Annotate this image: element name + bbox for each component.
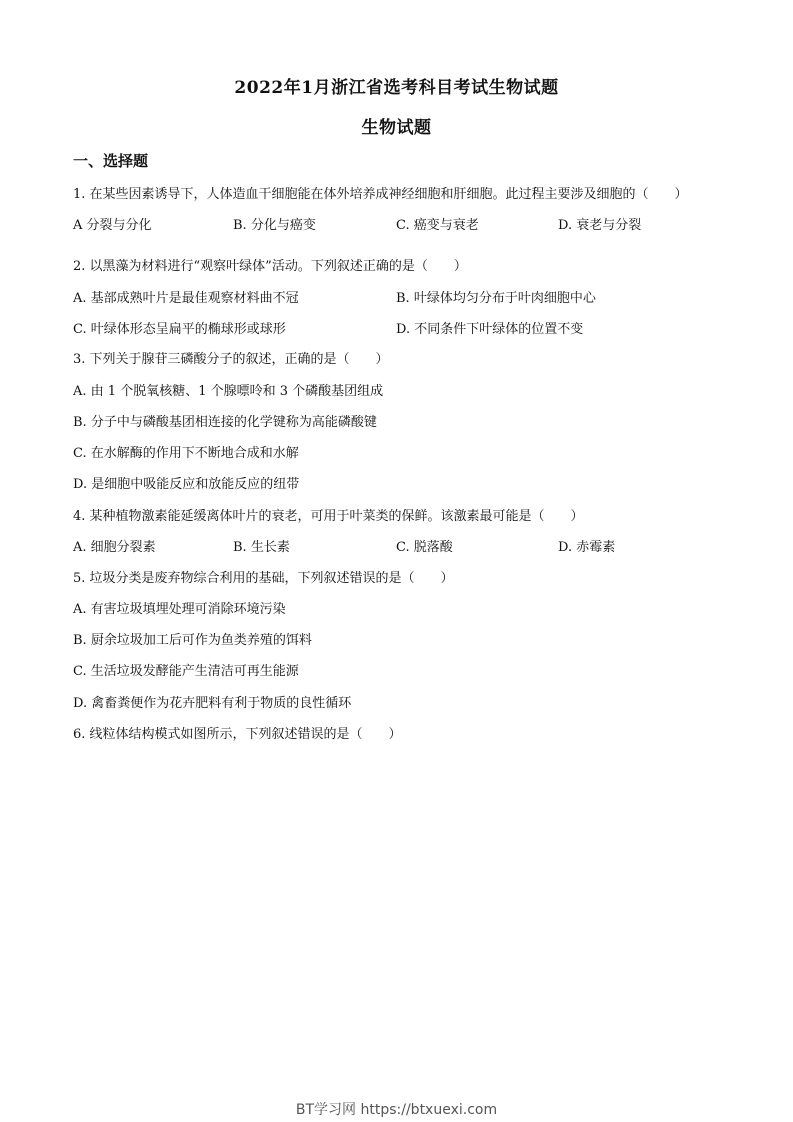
question-3-option-a: A. 由 1 个脱氧核糖、1 个腺嘌呤和 3 个磷酸基团组成	[73, 384, 384, 399]
question-4-option-c: C. 脱落酸	[396, 540, 453, 555]
question-6-stem: 6. 线粒体结构模式如图所示，下列叙述错误的是（ ）	[73, 727, 402, 742]
question-3-option-c: C. 在水解酶的作用下不断地合成和水解	[73, 446, 299, 461]
question-4-option-d: D. 赤霉素	[558, 540, 616, 555]
question-2-option-a: A. 基部成熟叶片是最佳观察材料曲不冠	[73, 291, 299, 306]
question-4-option-b: B. 生长素	[233, 540, 290, 555]
question-5-option-a: A. 有害垃圾填埋处理可消除环境污染	[73, 602, 286, 617]
question-5-option-c: C. 生活垃圾发酵能产生清洁可再生能源	[73, 664, 299, 679]
question-4-stem: 4. 某种植物激素能延缓离体叶片的衰老，可用于叶菜类的保鲜。该激素最可能是（ ）	[73, 509, 584, 524]
section-heading: 一、选择题	[73, 152, 149, 170]
footer-watermark: BT学习网 https://btxuexi.com	[295, 1102, 498, 1118]
question-2-stem: 2. 以黑藻为材料进行“观察叶绿体”活动。下列叙述正确的是（ ）	[73, 259, 467, 274]
question-5-option-b: B. 厨余垃圾加工后可作为鱼类养殖的饵料	[73, 633, 312, 648]
page-title: 2022年1月浙江省选考科目考试生物试题	[234, 78, 559, 98]
page-subtitle: 生物试题	[361, 118, 432, 138]
question-1-option-c: C. 癌变与衰老	[396, 218, 479, 233]
question-1-stem: 1. 在某些因素诱导下，人体造血干细胞能在体外培养成神经细胞和肝细胞。此过程主要涉及细胞的（ ）	[73, 187, 688, 202]
question-5-stem: 5. 垃圾分类是废弃物综合利用的基础，下列叙述错误的是（ ）	[73, 571, 454, 586]
question-2-option-b: B. 叶绿体均匀分布于叶肉细胞中心	[396, 291, 596, 306]
question-1-option-a: A 分裂与分化	[73, 218, 152, 233]
question-3-option-d: D. 是细胞中吸能反应和放能反应的纽带	[73, 477, 300, 492]
question-2-option-c: C. 叶绿体形态呈扁平的椭球形或球形	[73, 322, 286, 337]
question-5-option-d: D. 禽畜粪便作为花卉肥料有利于物质的良性循环	[73, 696, 352, 711]
question-3-option-b: B. 分子中与磷酸基团相连接的化学键称为高能磷酸键	[73, 415, 377, 430]
question-1-option-d: D. 衰老与分裂	[558, 218, 642, 233]
question-1-option-b: B. 分化与癌变	[233, 218, 316, 233]
question-2-option-d: D. 不同条件下叶绿体的位置不变	[396, 322, 584, 337]
question-3-stem: 3. 下列关于腺苷三磷酸分子的叙述，正确的是（ ）	[73, 352, 389, 367]
question-4-option-a: A. 细胞分裂素	[73, 540, 156, 555]
